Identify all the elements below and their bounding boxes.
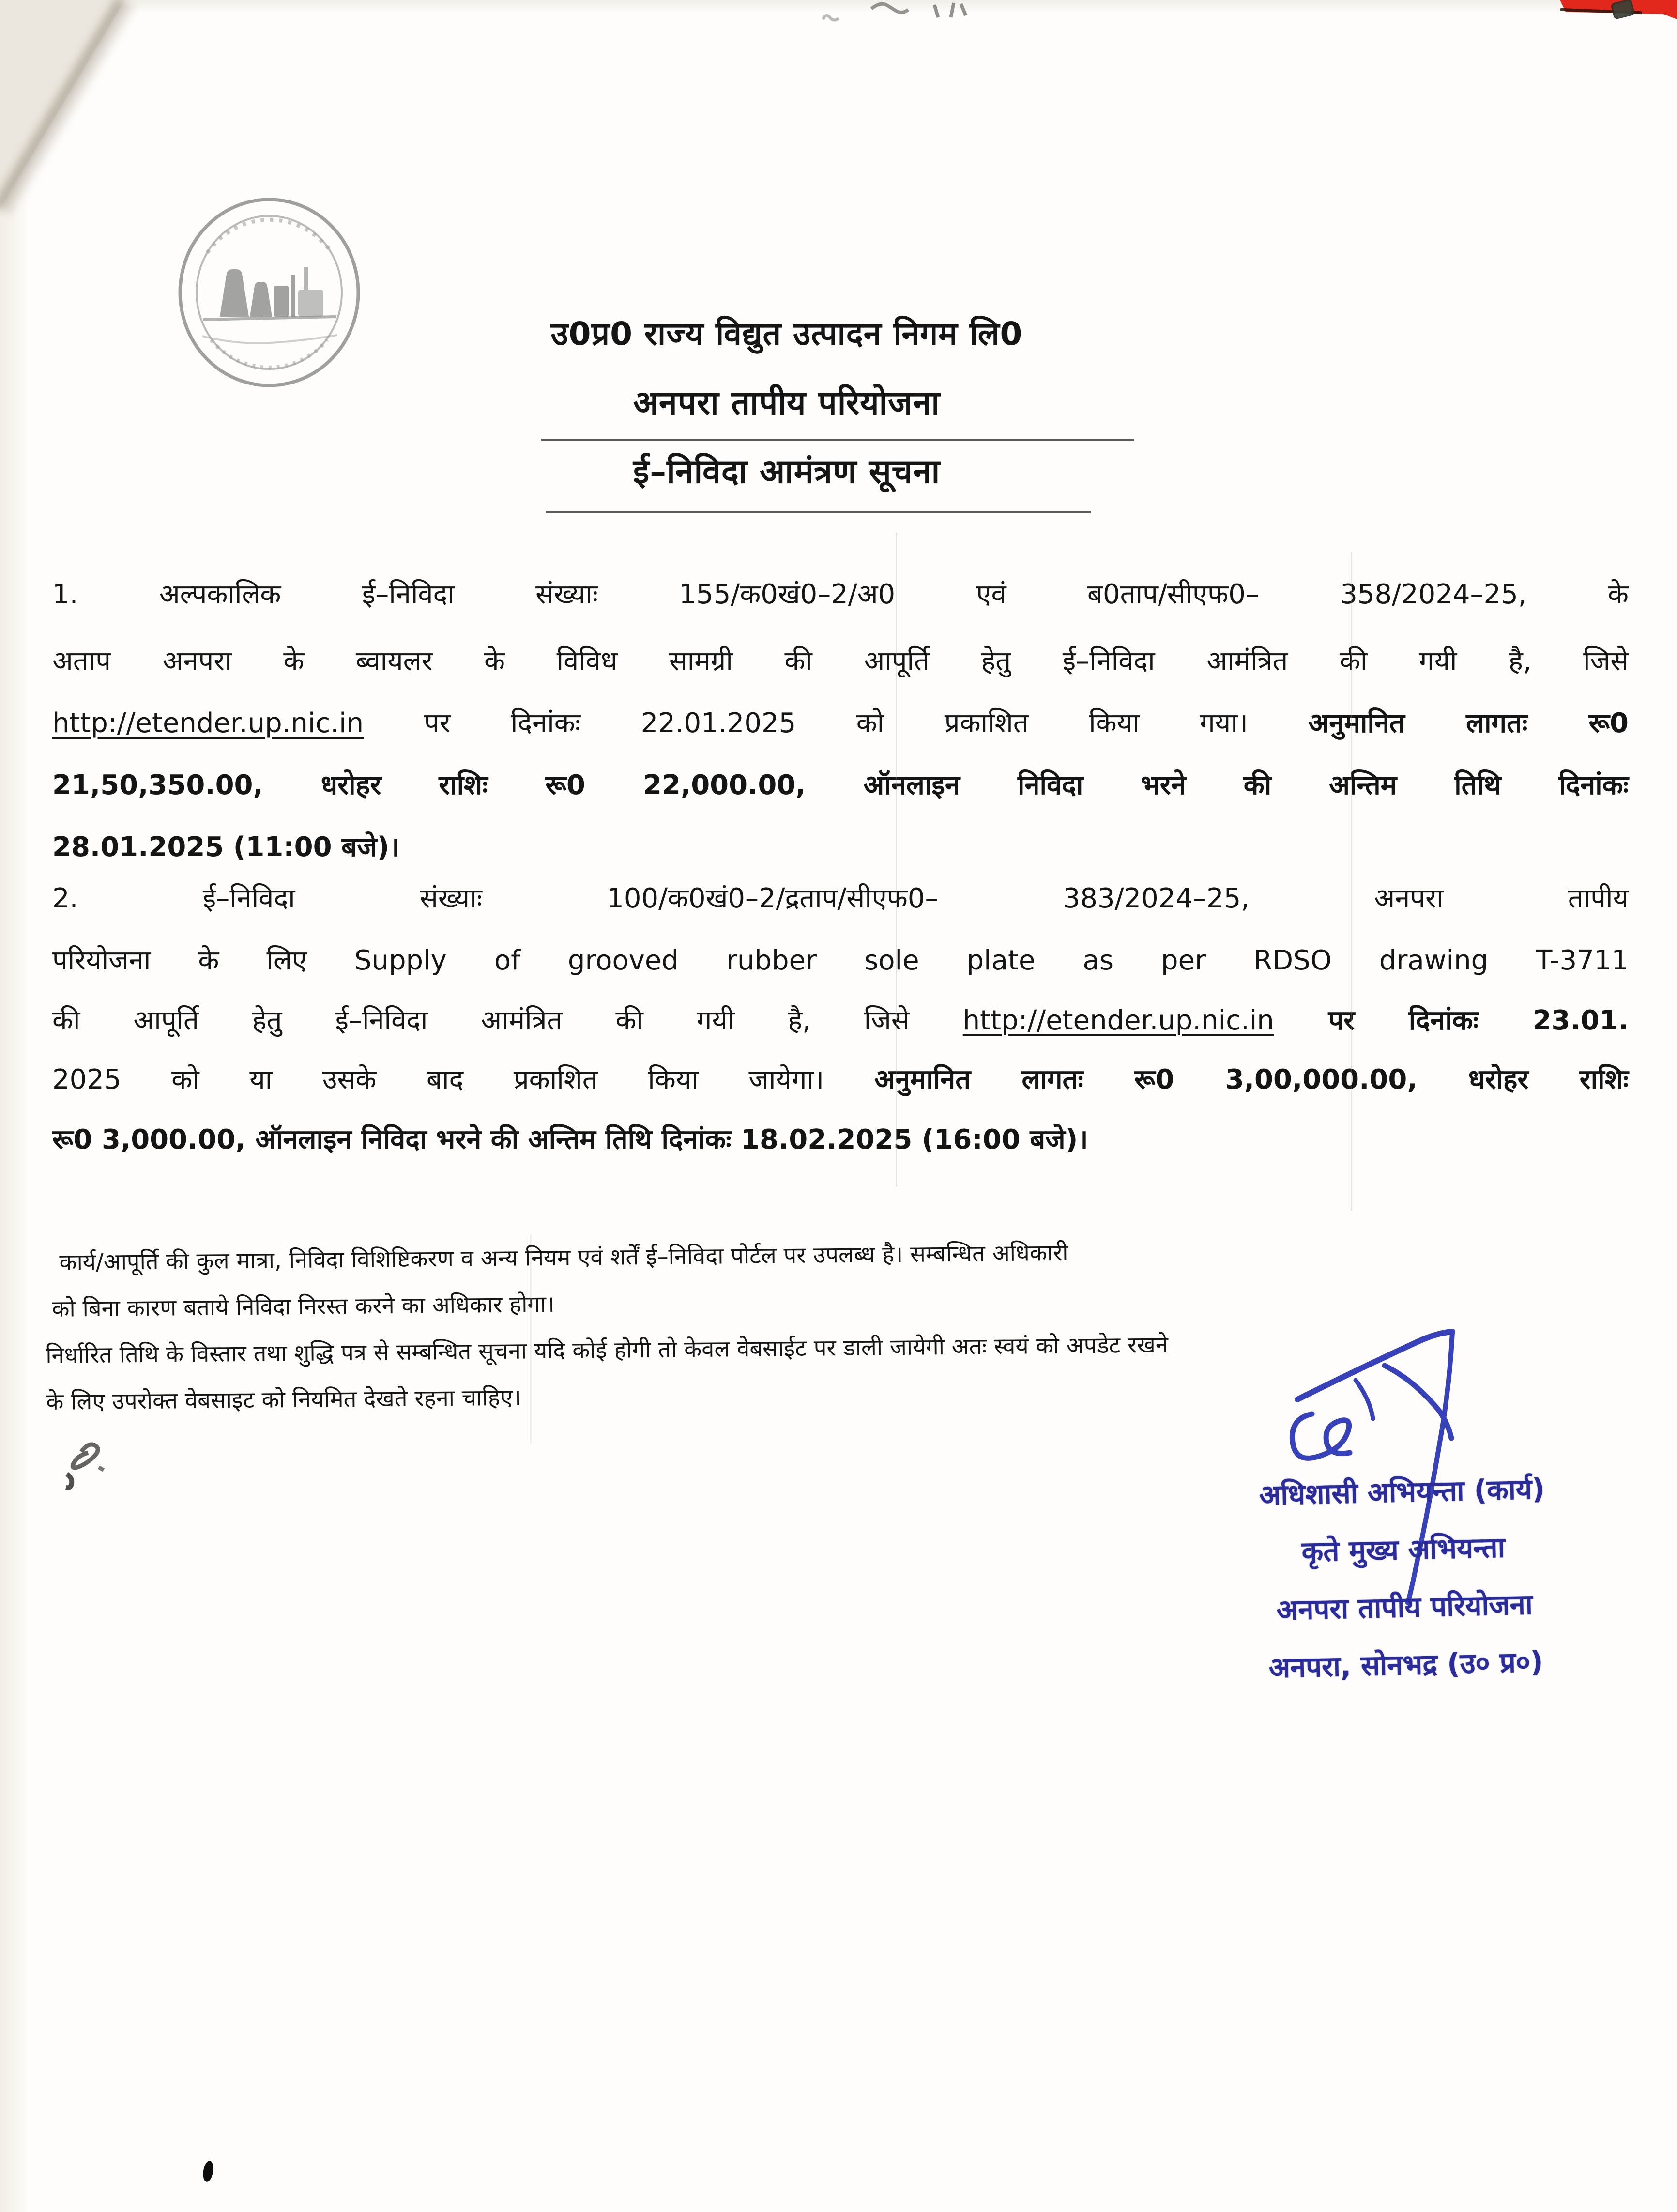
stamp-for-chief-engineer: कृते मुख्य अभियन्ता	[1301, 1531, 1506, 1568]
notes-line2: को बिना कारण बताये निविदा निरस्त करने का अधिकार होगा।	[52, 1290, 555, 1322]
tender2-estimated-cost-label: अनुमानित लागतः रू0 3,00,000.00, धरोहर राशिः	[874, 1064, 1629, 1095]
tender2-line1: 2. ई–निविदा संख्याः 100/क0खं0–2/द्रताप/सीएफ0– 383/2024–25, अनपरा तापीय	[52, 883, 1629, 914]
scan-edge-shading	[0, 0, 34, 2212]
etender-url-text: http://etender.up.nic.in	[52, 707, 364, 739]
notice-title-underline	[546, 511, 1091, 513]
faint-top-scribble	[813, 0, 1017, 34]
tender2-line4	[52, 1053, 1629, 1113]
org-name: उ0प्र0 राज्य विद्युत उत्पादन निगम लि0	[550, 315, 1023, 353]
handwritten-initial	[52, 1429, 130, 1502]
signatory-stamp	[1210, 1459, 1598, 1698]
tender2-line3-post: पर दिनांकः 23.01.	[1274, 1005, 1629, 1036]
paper-crease	[1351, 552, 1352, 1211]
project-name: अनपरा तापीय परियोजना	[633, 384, 941, 422]
tender1-line5: 28.01.2025 (11:00 बजे)।	[52, 831, 400, 863]
notes-line1: कार्य/आपूर्ति की कुल मात्रा, निविदा विशिष्टिकरण व अन्य नियम एवं शर्तें ई–निविदा पोर्टल पर उपलब्ध है। सम्बन्धित अधिकारी	[59, 1239, 1068, 1276]
notes-line4: के लिए उपरोक्त वेबसाइट को नियमित देखते रहना चाहिए।	[46, 1384, 522, 1415]
tender2-line5: रू0 3,000.00, ऑनलाइन निविदा भरने की अन्तिम तिथि दिनांकः 18.02.2025 (16:00 बजे)।	[52, 1124, 1088, 1155]
tender1-line2: अताप अनपरा के ब्वायलर के विविध सामग्री की आपूर्ति हेतु ई–निविदा आमंत्रित की गयी है, जिसे	[52, 645, 1629, 677]
tender1-line3	[52, 696, 1629, 756]
project-name-underline	[541, 439, 1134, 441]
tender2-line4-pre: 2025 को या उसके बाद प्रकाशित किया जायेगा।	[52, 1064, 874, 1095]
paper-crease	[896, 533, 897, 1186]
tender1-line3-mid: पर दिनांकः 22.01.2025 को प्रकाशित किया गया।	[364, 707, 1309, 739]
stamp-designation: अधिशासी अभियन्ता (कार्य)	[1259, 1472, 1545, 1512]
tender2-line2: परियोजना के लिए Supply of grooved rubber sole plate as per RDSO drawing T-3711	[52, 945, 1629, 976]
tender2-line3	[52, 994, 1629, 1054]
tender1-line1: 1. अल्पकालिक ई–निविदा संख्याः 155/क0खं0–2/अ0 एवं ब0ताप/सीएफ0– 358/2024–25, के	[52, 579, 1629, 610]
tender1-line4: 21,50,350.00, धरोहर राशिः रू0 22,000.00, ऑनलाइन निविदा भरने की अन्तिम तिथि दिनांकः	[52, 769, 1629, 801]
stamp-location: अनपरा, सोनभद्र (उ० प्र०)	[1268, 1645, 1544, 1685]
paper-crease	[530, 1235, 532, 1443]
etender-url-text: http://etender.up.nic.in	[962, 1005, 1274, 1036]
tender1-estimated-cost-label: अनुमानित लागतः रू0	[1308, 707, 1629, 739]
ink-dot	[202, 2160, 215, 2183]
staple	[1611, 0, 1635, 20]
organization-seal	[173, 195, 367, 393]
notes-line3: निर्धारित तिथि के विस्तार तथा शुद्धि पत्र से सम्बन्धित सूचना यदि कोई होगी तो केवल वेबसाईट पर डाली जायेगी अतः स्वयं को अपडेट रखने	[46, 1331, 1169, 1369]
notice-title: ई–निविदा आमंत्रण सूचना	[633, 453, 941, 491]
stamp-project: अनपरा तापीय परियोजना	[1276, 1587, 1533, 1627]
tender2-line3-pre: की आपूर्ति हेतु ई–निविदा आमंत्रित की गयी है, जिसे	[52, 1005, 963, 1036]
